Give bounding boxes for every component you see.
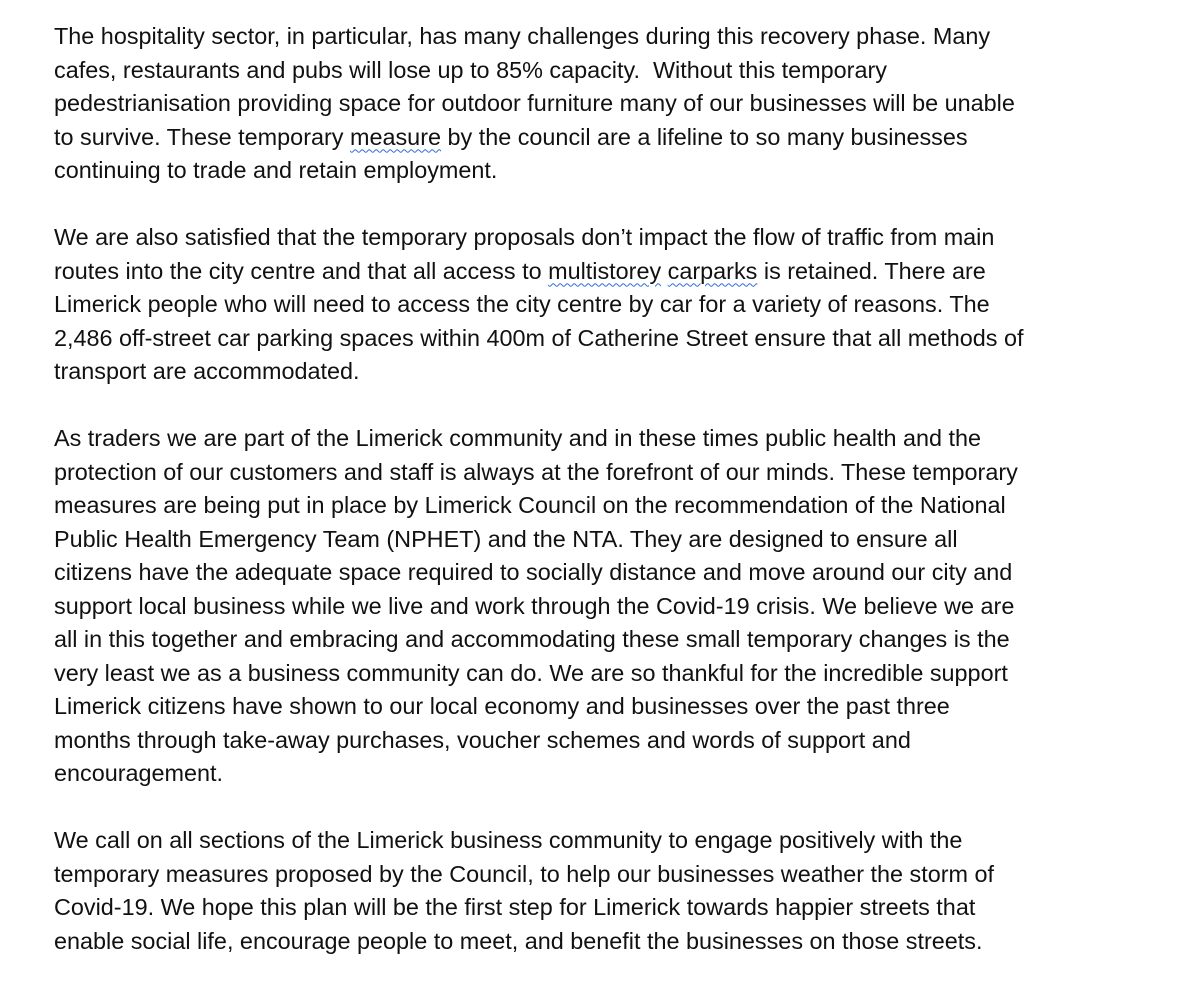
text-line: temporary measures proposed by the Council, to help our businesses weather the storm of: [54, 860, 995, 887]
text-line: continuing to trade and retain employment.: [54, 157, 498, 183]
text-line: enable social life, encourage people to meet, and benefit the businesses on those streets.: [54, 927, 983, 954]
text-line: very least we as a business community can do. We are so thankful for the incredible support: [54, 659, 1008, 686]
paragraph-spacer: [54, 389, 1174, 423]
text-line: encouragement.: [54, 760, 224, 786]
text-line: citizens have the adequate space required to socially distance and move around our city and: [54, 559, 1013, 585]
paragraph-hospitality: [54, 20, 1174, 188]
text-line: months through take-away purchases, voucher schemes and words of support and: [54, 726, 911, 753]
text-line: protection of our customers and staff is always at the forefront of our minds. These temporary: [54, 458, 1018, 485]
paragraph-community: [54, 422, 1174, 791]
document-body: [54, 20, 1174, 958]
text-line: transport are accommodated.: [54, 358, 360, 384]
text-line: cafes, restaurants and pubs will lose up to 85% capacity. Without this temporary: [54, 56, 887, 83]
paragraph-call-to-action: [54, 824, 1174, 958]
text-line: Limerick citizens have shown to our local economy and businesses over the past three: [54, 693, 950, 719]
spellcheck-flagged-word[interactable]: carparks: [667, 257, 758, 284]
text-line: Limerick people who will need to access the city centre by car for a variety of reasons. The: [54, 291, 990, 317]
text-line: to survive. These temporary measure by the council are a lifeline to so many businesses: [54, 123, 968, 150]
spellcheck-flagged-word[interactable]: measure: [349, 123, 441, 150]
text-line: all in this together and embracing and accommodating these small temporary changes is the: [54, 626, 1010, 652]
text-line: As traders we are part of the Limerick community and in these times public health and the: [54, 425, 981, 451]
text-line: measures are being put in place by Limerick Council on the recommendation of the National: [54, 492, 1006, 518]
text-line: We are also satisfied that the temporary proposals don’t impact the flow of traffic from main: [54, 224, 995, 250]
paragraph-traffic-access: [54, 221, 1174, 389]
paragraph-spacer: [54, 188, 1174, 222]
text-line: Covid-19. We hope this plan will be the first step for Limerick towards happier streets that: [54, 894, 976, 920]
text-line: support local business while we live and work through the Covid-19 crisis. We believe we are: [54, 592, 1015, 619]
text-line: 2,486 off-street car parking spaces within 400m of Catherine Street ensure that all methods of: [54, 324, 1024, 351]
text-line: Public Health Emergency Team (NPHET) and the NTA. They are designed to ensure all: [54, 525, 958, 552]
paragraph-spacer: [54, 791, 1174, 825]
text-line: We call on all sections of the Limerick business community to engage positively with the: [54, 827, 963, 853]
text-line: pedestrianisation providing space for outdoor furniture many of our businesses will be unable: [54, 90, 1015, 116]
text-line: routes into the city centre and that all access to multistorey carparks is retained. There are: [54, 257, 986, 284]
text-line: The hospitality sector, in particular, has many challenges during this recovery phase. Many: [54, 23, 991, 49]
spellcheck-flagged-word[interactable]: multistorey: [548, 257, 662, 284]
